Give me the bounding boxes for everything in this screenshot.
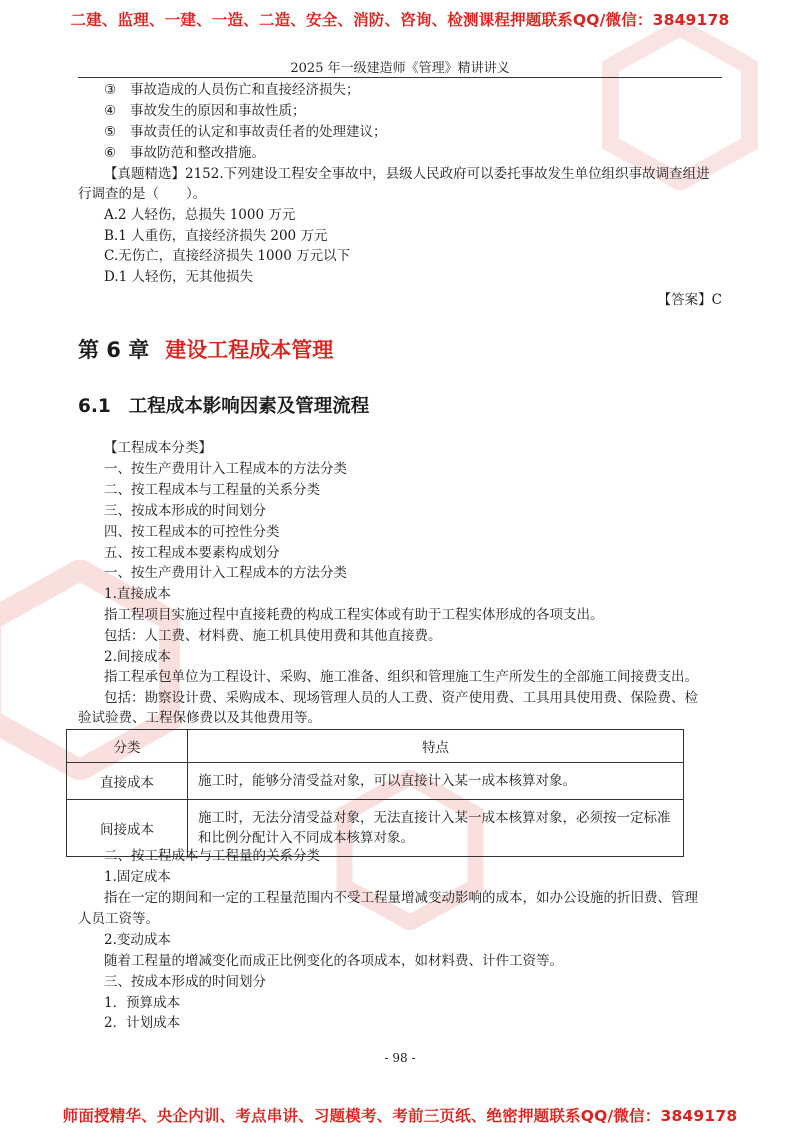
part2-title: 二、按工程成本与工程量的关系分类 (104, 848, 320, 864)
part1-title: 一、按生产费用计入工程成本的方法分类 (104, 565, 347, 581)
chapter-heading (78, 334, 333, 364)
table-cell-feature: 施工时，无法分清受益对象，无法直接计入某一成本核算对象，必须按一定标准和比例分配计入不同成本核算对象。 (188, 800, 684, 857)
list-item: ⑤ 事故责任的认定和事故责任者的处理建议； (104, 124, 387, 140)
classification-item: 二、按工程成本与工程量的关系分类 (104, 482, 320, 498)
table-cell-type: 间接成本 (67, 800, 188, 857)
section-title: 工程成本影响因素及管理流程 (128, 396, 370, 417)
option-c: C.无伤亡，直接经济损失 1000 万元以下 (104, 248, 351, 264)
section-heading (78, 392, 369, 418)
table-header-cell: 分类 (67, 730, 188, 763)
question-stem-cont: 行调查的是（ ）。 (78, 186, 207, 202)
part3-item: 2．计划成本 (104, 1015, 181, 1031)
header-rule (78, 77, 722, 78)
top-promo-banner: 二建、监理、一建、一造、二造、安全、消防、咨询、检测课程押题联系QQ/微信：3849178 (70, 11, 730, 29)
table-row (67, 763, 684, 800)
table-cell-feature: 施工时，能够分清受益对象，可以直接计入某一成本核算对象。 (188, 763, 684, 800)
option-b: B.1 人重伤，直接经济损失 200 万元 (104, 228, 328, 244)
list-item: ⑥ 事故防范和整改措施。 (104, 145, 265, 161)
classification-item: 四、按工程成本的可控性分类 (104, 524, 280, 540)
part3-title: 三、按成本形成的时间划分 (104, 974, 266, 990)
chapter-number: 第 6 章 (78, 338, 150, 362)
bottom-promo-banner: 师面授精华、央企内训、考点串讲、习题模考、考前三页纸、绝密押题联系QQ/微信：3849178 (62, 1107, 738, 1125)
fixed-cost-def-cont: 人员工资等。 (78, 911, 159, 927)
fixed-cost-def: 指在一定的期间和一定的工程量范围内不受工程量增减变动影响的成本，如办公设施的折旧费、管理 (104, 890, 698, 906)
option-a: A.2 人轻伤，总损失 1000 万元 (104, 207, 296, 223)
option-d: D.1 人轻伤，无其他损失 (104, 269, 254, 285)
variable-cost-title: 2.变动成本 (104, 932, 171, 948)
list-item: ③ 事故造成的人员伤亡和直接经济损失； (104, 82, 360, 98)
answer: 【答案】C (657, 292, 722, 308)
indirect-cost-title: 2.间接成本 (104, 649, 171, 665)
indirect-cost-incl-cont: 验试验费、工程保修费以及其他费用等。 (78, 710, 321, 726)
part3-item: 1．预算成本 (104, 995, 181, 1011)
indirect-cost-def: 指工程承包单位为工程设计、采购、施工准备、组织和管理施工生产所发生的全部施工间接费支出。 (104, 669, 698, 685)
indirect-cost-incl: 包括：勘察设计费、采购成本、现场管理人员的人工费、资产使用费、工具用具使用费、保险费、检 (104, 690, 698, 706)
direct-cost-title: 1.直接成本 (104, 586, 171, 602)
section-number: 6.1 (78, 396, 111, 417)
page-number: - 98 - (384, 1051, 416, 1065)
direct-cost-def: 指工程项目实施过程中直接耗费的构成工程实体或有助于工程实体形成的各项支出。 (104, 607, 604, 623)
table-header-row (67, 730, 684, 763)
table-header-cell: 特点 (188, 730, 684, 763)
question-stem: 【真题精选】2152.下列建设工程安全事故中，县级人民政府可以委托事故发生单位组织事故调查组进 (104, 166, 710, 182)
direct-cost-incl: 包括：人工费、材料费、施工机具使用费和其他直接费。 (104, 628, 442, 644)
chapter-title: 建设工程成本管理 (165, 338, 334, 362)
classification-item: 五、按工程成本要素构成划分 (104, 545, 280, 561)
classification-item: 一、按生产费用计入工程成本的方法分类 (104, 461, 347, 477)
cost-comparison-table (66, 729, 684, 857)
classification-item: 三、按成本形成的时间划分 (104, 503, 266, 519)
fixed-cost-title: 1.固定成本 (104, 869, 171, 885)
variable-cost-def: 随着工程量的增减变化而成正比例变化的各项成本，如材料费、计件工资等。 (104, 953, 563, 969)
classification-heading: 【工程成本分类】 (104, 440, 212, 456)
table-cell-type: 直接成本 (67, 763, 188, 800)
list-item: ④ 事故发生的原因和事故性质； (104, 103, 306, 119)
running-head: 2025 年一级建造师《管理》精讲讲义 (290, 61, 510, 76)
